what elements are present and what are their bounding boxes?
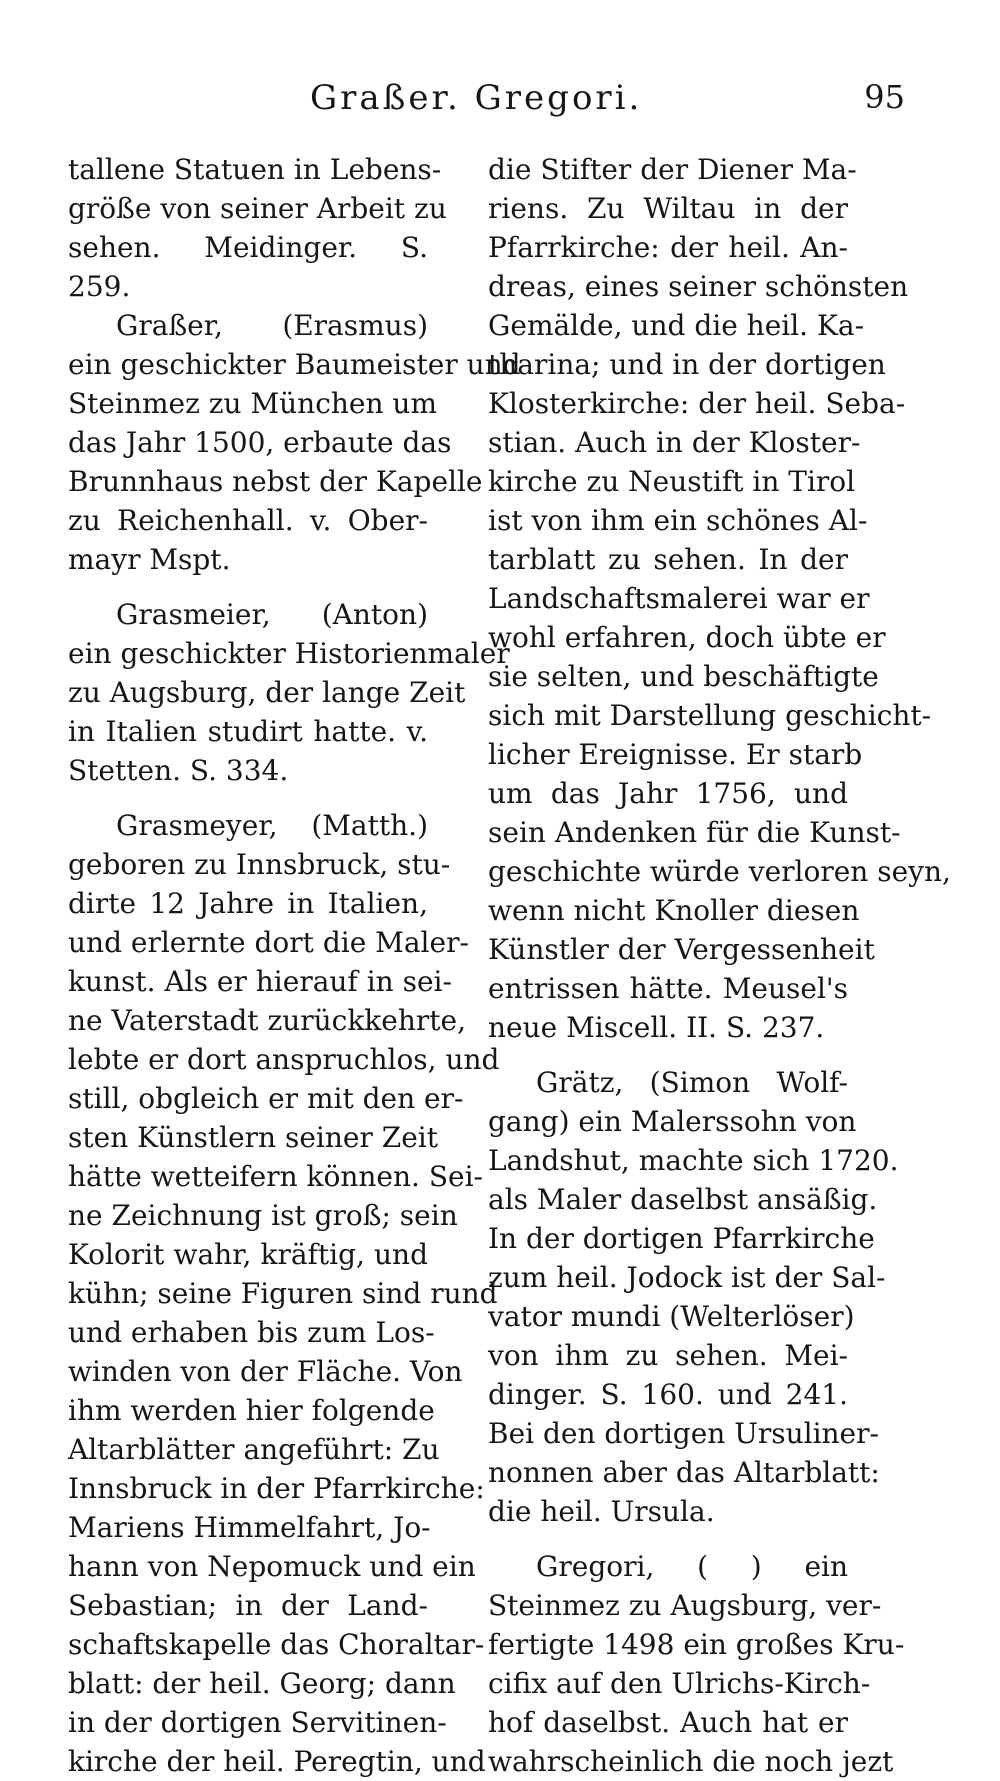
text-line: Mariens Himmelfahrt, Jo- [68, 1511, 431, 1544]
text-line: cifix auf den Ulrichs-Kirch- [488, 1667, 871, 1700]
text-line: hätte wetteifern können. Sei- [68, 1160, 483, 1193]
text-line: zu Augsburg, der lange Zeit [68, 676, 466, 709]
text-line: riens. Zu Wiltau in der [488, 192, 848, 225]
text-line: Gemälde, und die heil. Ka- [488, 309, 865, 342]
text-line: sein Andenken für die Kunst- [488, 816, 901, 849]
text-line: und erlernte dort die Maler- [68, 926, 469, 959]
text-line: dinger. S. 160. und 241. [488, 1378, 848, 1411]
text-line: vator mundi (Welterlöser) [488, 1300, 855, 1333]
text-line: das Jahr 1500, erbaute das [68, 426, 452, 459]
text-line: tharina; und in der dortigen [488, 348, 886, 381]
text-line: von ihm zu sehen. Mei- [488, 1339, 848, 1372]
text-line: Klosterkirche: der heil. Seba- [488, 387, 906, 420]
text-line: Innsbruck in der Pfarrkirche: [68, 1472, 485, 1505]
text-line: hof daselbst. Auch hat er [488, 1706, 848, 1739]
entry-heading: Gregori, ( ) ein [536, 1550, 848, 1583]
text-line: in Italien studirt hatte. v. [68, 715, 428, 748]
text-line: Stetten. S. 334. [68, 754, 289, 787]
text-line: kirche der heil. Peregtin, und [68, 1745, 486, 1778]
text-line: entrissen hätte. Meusel's [488, 972, 848, 1005]
text-line: in der dortigen Servitinen- [68, 1706, 447, 1739]
entry-heading: Graßer, (Erasmus) [116, 309, 428, 342]
text-line: zum heil. Jodock ist der Sal- [488, 1261, 886, 1294]
text-line: tarblatt zu sehen. In der [488, 543, 848, 576]
text-line: still, obgleich er mit den er- [68, 1082, 464, 1115]
text-line: wahrscheinlich die noch jezt [488, 1745, 894, 1778]
entry-heading: Grasmeier, (Anton) [116, 598, 428, 631]
text-line: blatt: der heil. Georg; dann [68, 1667, 456, 1700]
text-line: In der dortigen Pfarrkirche [488, 1222, 875, 1255]
text-line: Kolorit wahr, kräftig, und [68, 1238, 428, 1271]
text-line: Steinmez zu München um [68, 387, 437, 420]
text-line: zu Reichenhall. v. Ober- [68, 504, 428, 537]
text-line: Brunnhaus nebst der Kapelle [68, 465, 483, 498]
text-line: Sebastian; in der Land- [68, 1589, 428, 1622]
page-header [60, 78, 940, 128]
text-line: hann von Nepomuck und ein [68, 1550, 476, 1583]
text-line: ne Zeichnung ist groß; sein [68, 1199, 458, 1232]
text-line: kirche zu Neustift in Tirol [488, 465, 856, 498]
text-line: geboren zu Innsbruck, stu- [68, 848, 451, 881]
text-line: ein geschickter Historienmaler [68, 637, 510, 670]
text-line: lebte er dort anspruchlos, und [68, 1043, 500, 1076]
text-line: neue Miscell. II. S. 237. [488, 1011, 825, 1044]
text-line: die Stifter der Diener Ma- [488, 153, 857, 186]
text-line: schaftskapelle das Choraltar- [68, 1628, 485, 1661]
text-line: gang) ein Malerssohn von [488, 1105, 857, 1138]
text-line: mayr Mspt. [68, 543, 231, 576]
running-head: Graßer. Gregori. [310, 78, 643, 118]
text-line: wenn nicht Knoller diesen [488, 894, 860, 927]
text-line: Landschaftsmalerei war er [488, 582, 870, 615]
text-line: sich mit Darstellung geschicht- [488, 699, 932, 732]
text-line: Bei den dortigen Ursuliner- [488, 1417, 879, 1450]
text-line: fertigte 1498 ein großes Kru- [488, 1628, 905, 1661]
text-line: ne Vaterstadt zurückkehrte, [68, 1004, 466, 1037]
text-line: kunst. Als er hierauf in sei- [68, 965, 452, 998]
text-line: dirte 12 Jahre in Italien, [68, 887, 428, 920]
page-number: 95 [864, 78, 905, 116]
text-line: größe von seiner Arbeit zu [68, 192, 447, 225]
text-line: ist von ihm ein schönes Al- [488, 504, 868, 537]
text-line: und erhaben bis zum Los- [68, 1316, 435, 1349]
text-line: dreas, eines seiner schönsten [488, 270, 909, 303]
text-line: um das Jahr 1756, und [488, 777, 848, 810]
text-line: kühn; seine Figuren sind rund [68, 1277, 498, 1310]
text-line: sie selten, und beschäftigte [488, 660, 879, 693]
text-line: Steinmez zu Augsburg, ver- [488, 1589, 882, 1622]
text-line: geschichte würde verloren seyn, [488, 855, 951, 888]
text-line: ein geschickter Baumeister und [68, 348, 521, 381]
text-line: nonnen aber das Altarblatt: [488, 1456, 880, 1489]
text-line: sten Künstlern seiner Zeit [68, 1121, 438, 1154]
text-line: licher Ereignisse. Er starb [488, 738, 863, 771]
text-line: Künstler der Vergessenheit [488, 933, 875, 966]
text-line: als Maler daselbst ansäßig. [488, 1183, 878, 1216]
text-line: die heil. Ursula. [488, 1495, 715, 1528]
text-line: 259. [68, 270, 131, 303]
text-line: Landshut, machte sich 1720. [488, 1144, 899, 1177]
text-line: Pfarrkirche: der heil. An- [488, 231, 848, 264]
text-line: ihm werden hier folgende [68, 1394, 435, 1427]
text-line: Altarblätter angeführt: Zu [68, 1433, 440, 1466]
text-line: winden von der Fläche. Von [68, 1355, 463, 1388]
right-column [488, 150, 951, 1781]
text-line: tallene Statuen in Lebens- [68, 153, 442, 186]
entry-heading: Grasmeyer, (Matth.) [116, 809, 428, 842]
text-line: sehen. Meidinger. S. [68, 231, 428, 264]
left-column [68, 150, 521, 1781]
text-line: wohl erfahren, doch übte er [488, 621, 886, 654]
entry-heading: Grätz, (Simon Wolf- [536, 1066, 848, 1099]
text-line: stian. Auch in der Kloster- [488, 426, 861, 459]
